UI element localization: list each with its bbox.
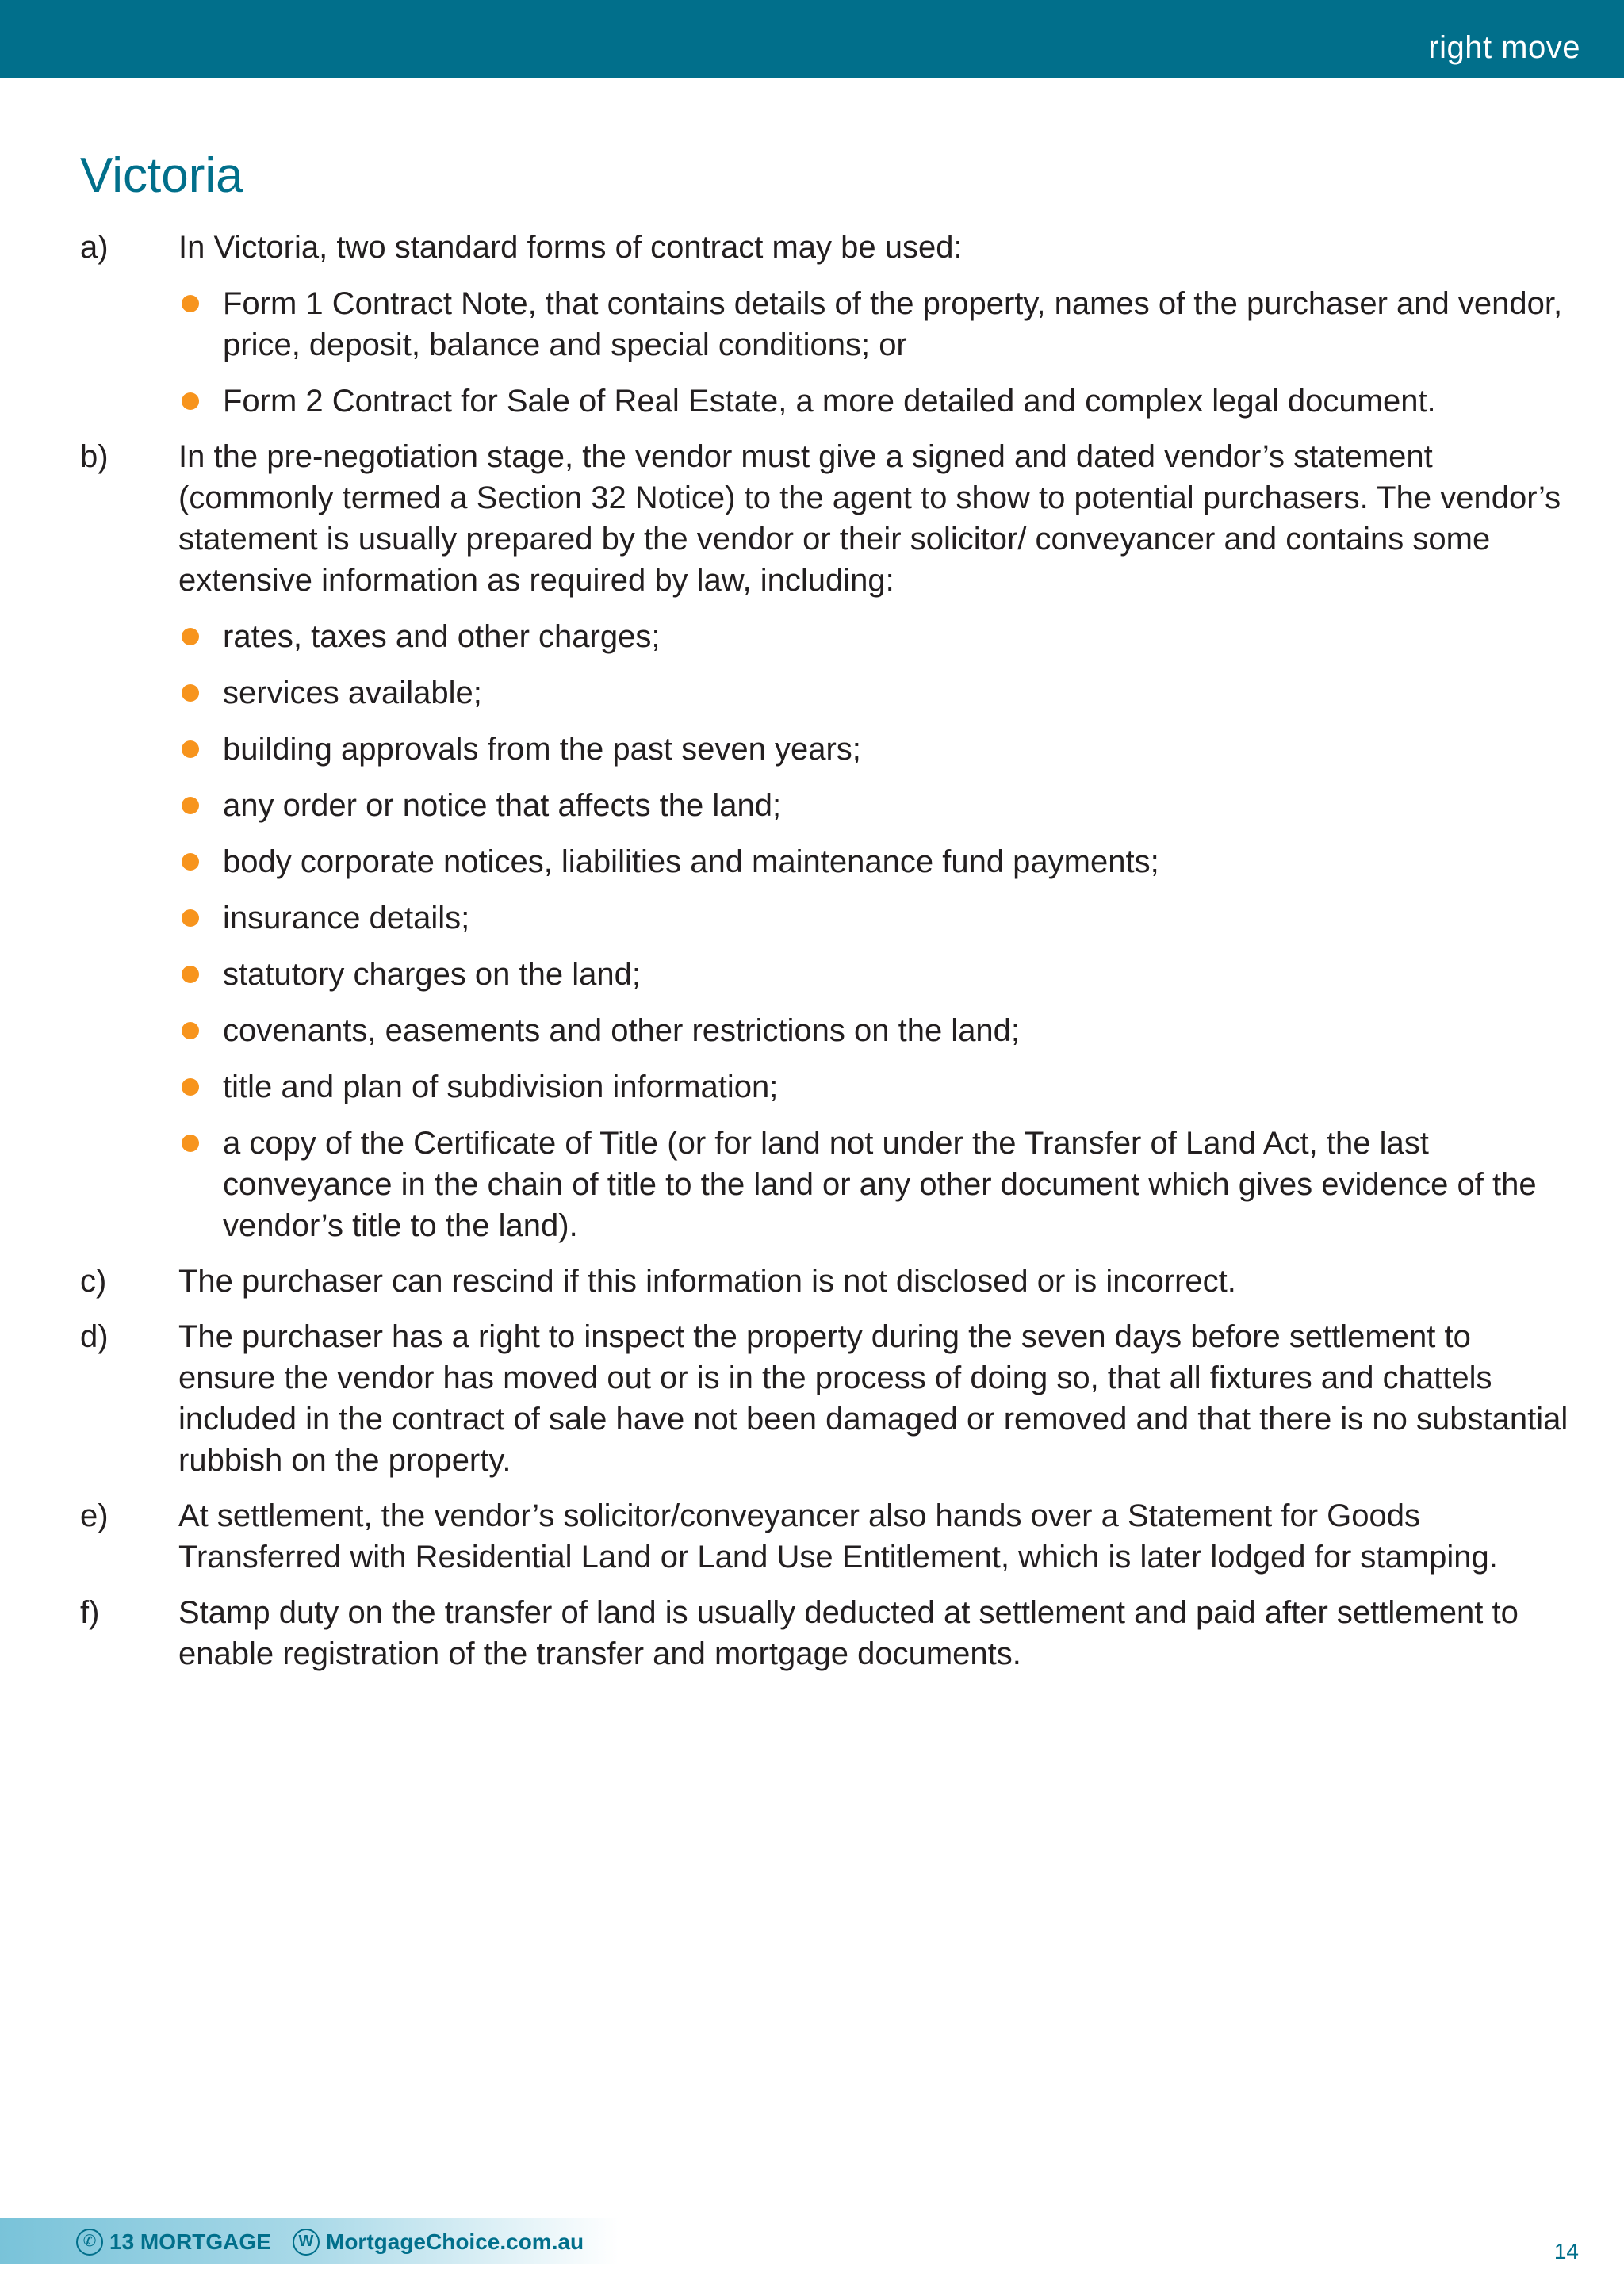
item-letter: a) (80, 230, 109, 265)
bullet-item: Form 1 Contract Note, that contains details of the property, names of the purchaser and vendor, price, deposit, balance and special conditions; or (178, 283, 1571, 365)
bullet-dot-icon (182, 1022, 199, 1039)
item-letter: c) (80, 1264, 107, 1299)
bullet-dot-icon (182, 1078, 199, 1096)
bullet-dot-icon (182, 295, 199, 312)
footer-phone (76, 2229, 271, 2256)
bullet-dot-icon (182, 684, 199, 702)
content-list (80, 227, 1571, 1689)
bullet-item: rates, taxes and other charges; (178, 616, 1571, 657)
bullet-list (178, 616, 1571, 1246)
bullet-item: body corporate notices, liabilities and maintenance fund payments; (178, 841, 1571, 882)
bullet-dot-icon (182, 628, 199, 645)
item-text: In Victoria, two standard forms of contract may be used: (178, 230, 963, 265)
item-letter: b) (80, 439, 109, 474)
header-title: right move (1428, 30, 1580, 65)
list-item-f (80, 1592, 1571, 1674)
bullet-item: building approvals from the past seven years; (178, 729, 1571, 770)
item-text: The purchaser can rescind if this information is not disclosed or is incorrect. (178, 1264, 1236, 1299)
footer-website[interactable] (293, 2229, 584, 2256)
item-letter: f) (80, 1595, 100, 1630)
bullet-dot-icon (182, 966, 199, 983)
item-letter: e) (80, 1498, 109, 1533)
bullet-dot-icon (182, 740, 199, 758)
list-item-c (80, 1261, 1571, 1302)
bullet-item: covenants, easements and other restrictions on the land; (178, 1010, 1571, 1051)
bullet-item: statutory charges on the land; (178, 954, 1571, 995)
list-item-e (80, 1495, 1571, 1578)
section-title: Victoria (80, 148, 243, 203)
bullet-dot-icon (182, 853, 199, 871)
bullet-item: a copy of the Certificate of Title (or for land not under the Transfer of Land Act, the last conveyance in the chain of title to the land or any other document which gives evidence of the vendor’s title to the land). (178, 1123, 1571, 1246)
bullet-item: services available; (178, 672, 1571, 714)
item-letter: d) (80, 1319, 109, 1354)
item-text: At settlement, the vendor’s solicitor/conveyancer also hands over a Statement for Goods Transferred with Residential Land or Land Use Entitlement, which is later lodged for stamping. (178, 1498, 1498, 1575)
bullet-dot-icon (182, 909, 199, 927)
bullet-item: title and plan of subdivision information; (178, 1066, 1571, 1108)
item-text: In the pre-negotiation stage, the vendor must give a signed and dated vendor’s statement (commonly termed a Section 32 Notice) to the agent to show to potential purchasers. The vendor’s statement is usually prepared by the vendor or their solicitor/ conveyancer and contains some extensive information as required by law, including: (178, 439, 1561, 598)
footer-phone-text: 13 MORTGAGE (109, 2229, 271, 2254)
bullet-dot-icon (182, 392, 199, 410)
bullet-item: insurance details; (178, 897, 1571, 939)
bullet-item: any order or notice that affects the land; (178, 785, 1571, 826)
bullet-dot-icon (182, 797, 199, 814)
footer-website-link[interactable]: MortgageChoice.com.au (326, 2229, 584, 2254)
item-text: The purchaser has a right to inspect the property during the seven days before settlement to ensure the vendor has moved out or is in the process of doing so, that all fixtures and chattels included in the contract of sale have not been damaged or removed and that there is no substantial rubbish on the property. (178, 1319, 1568, 1478)
bullet-dot-icon (182, 1135, 199, 1152)
list-item-d (80, 1316, 1571, 1481)
web-icon: W (293, 2229, 320, 2256)
item-text: Stamp duty on the transfer of land is usually deducted at settlement and paid after settlement to enable registration of the transfer and mortgage documents. (178, 1595, 1519, 1671)
phone-icon: ✆ (76, 2229, 103, 2256)
list-item-a (80, 227, 1571, 422)
page-number: 14 (1553, 2239, 1579, 2263)
bullet-item: Form 2 Contract for Sale of Real Estate, a more detailed and complex legal document. (178, 381, 1571, 422)
bullet-list (178, 283, 1571, 422)
list-item-b (80, 436, 1571, 1246)
header-bar (0, 0, 1624, 78)
